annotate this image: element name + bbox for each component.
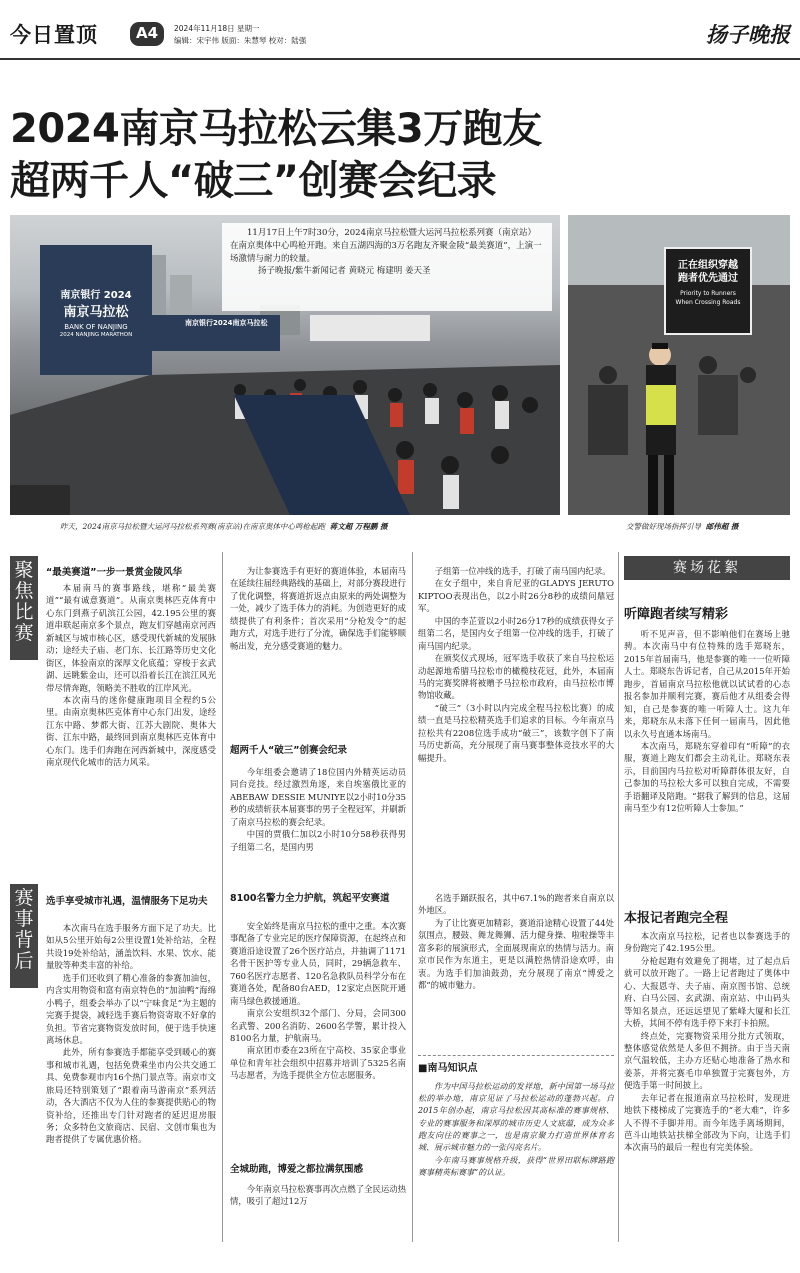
article-col3a [418,565,614,885]
newspaper-logo: 扬子晚报 [706,22,790,47]
column-rule [412,552,413,1242]
banner-line: 南京银行 2024 [60,290,132,301]
start-arch-text: 南京银行2024南京马拉松 [185,319,268,327]
subhead: 全城助跑，博爱之都拉满氛围感 [230,1164,364,1175]
traffic-police-photo [568,215,790,515]
paragraph: “破三”（3小时以内完成全程马拉松比赛）的成绩一直是马拉松精英选手们追求的目标。今年南京马拉松共有2208位选手成功“破三”，该数字创下了南马历史新高，充分展现了南马赛事整体竞技水平的大幅提升。 [418,702,614,763]
editors-line: 编辑：宋宇伟 版面：朱慧琴 校对：陆强 [174,36,307,45]
paragraph: 听不见声音，但不影响他们在赛场上驰骋。本次南马中有位特殊的选手郑晓东，2015年首届南马，他是参赛的唯一一位听障人士。郑晓东告诉记者，自己从2015年开始跑步，首届南京马拉松他就以试试看的心态报名参加并顺利完赛，赛后他才从组委会得知，自己是参赛的唯一听障人士。这九年来，郑晓东从未落下任何一届南马，因此他以永久号直通本场南马。 [624,629,790,739]
knowledge-text [418,1081,614,1180]
section-tab-focus: 聚焦比赛 [10,556,38,660]
headline-line2: 超两千人“破三”创赛会纪录 [10,158,497,204]
column-rule [222,552,223,1242]
paragraph: 今年南马赛事规格升级，获得“世界田联标牌路跑赛事精英标赛事”的认证。 [418,1155,614,1178]
banner-line: 2024 NANJING MARATHON [59,332,133,339]
caption-credit: 邮伟超 摄 [705,522,739,531]
caption-text: 交警做好现场指挥引导 [626,522,701,531]
paragraph: 今年组委会邀请了18位国内外精英运动员同台竞技。经过激烈角逐，来自埃塞俄比亚的ABEBAW DESSIE MUNIYE以2小时10分35秒的成绩斩获本届赛事的男子全程冠军，并刷新了南京马拉松的赛会纪录。 [230,767,406,827]
paragraph: 此外，所有参赛选手都能享受到暖心的赛事和城市礼遇，包括免费乘坐市内公共交通工具、免费参观市内16个热门景点等。南京市文旅局还特别策划了“跟着南马游南京”系列活动，各大酒店不仅为人住的参赛提供贴心的物资补给，还推出专门针对跑者的延迟退房服务；众多特色文旅商店、民宿、文创市集也为跑者提供了专属优惠价格。 [46,1047,216,1145]
article-col2c [230,920,406,1160]
caption-text: 昨天，2024南京马拉松暨大运河马拉松系列赛(南京站)在南京奥体中心鸣枪起跑 [60,522,325,531]
side-article-title: 听障跑者续写精彩 [624,607,729,622]
sign-line: When Crossing Roads [675,298,741,306]
side-article-2 [624,930,790,1245]
page-number: A4 [130,22,164,46]
article-col2d [230,1183,406,1243]
paragraph: 分枪起跑有效避免了拥堵，过了起点后就可以放开跑了。一路上记者跑过了奥体中心、大报恩寺、夫子庙、南京图书馆、总统府、白马公园、玄武湖、南京站、中山码头等知名景点，还远远望见了紫峰大厦和长江大桥，其间不停有选手停下来打卡拍照。 [624,955,790,1029]
side-article-1 [624,628,790,898]
paragraph: 作为中国马拉松运动的发祥地，新中国第一场马拉松的举办地，南京见证了马拉松运动的蓬勃兴起。自2015年创办起，南京马拉松因其高标准的赛事规格、专业的赛事服务和深厚的城市历史人文底蕴，成为众多跑友向往的赛事之一，也是南京聚力打造世界体育名城、展示城市魅力的一张闪亮名片。 [418,1081,614,1153]
lead-box [222,223,552,311]
subhead: 超两千人“破三”创赛会纪录 [230,745,347,756]
section-tab-side: 赛场花絮 [624,556,790,580]
paragraph: 本次南马的迷你健康跑项目全程约5公里。由南京奥林匹克体育中心东门出发，途经江东中路、梦都大街、江苏大剧院、奥体大街、江东中路，最终回到南京奥林匹克体育中心东门。选手们奔跑在河西新城中，深度感受南京现代化城市的活力风采。 [46,694,216,768]
column-rule [618,552,619,1242]
paragraph: 终点处，完赛物资采用分批方式领取，整体感觉依然是人多但不拥挤。由于当天南京气温较低，主办方还贴心地准备了热水和姜茶，并将完赛毛巾单独置于完赛包外，方便选手第一时间披上。 [624,1030,790,1091]
banner-line: BANK OF NANJING [64,323,128,332]
paragraph: 去年记者在报道南京马拉松时，发现进地铁下楼梯成了完赛选手的“老大难”，许多人不得不手脚并用。而今年选手离场期间，芭斗山地铁站扶梯全部改为下向，让选手们本次南马的最后一程也有完美体验。 [624,1092,790,1153]
photo2-caption [626,522,738,533]
paragraph: 在女子组中，来自肯尼亚的GLADYS JERUTO KIPTOO表现出色，以2小时26分8秒的成绩问鼎冠军。 [418,578,614,614]
article-col2a [230,565,406,745]
article-col1b [46,922,216,1242]
section-kicker: 今日置顶 [10,23,98,47]
caption-credit: 蒋文超 万程鹏 摄 [329,522,388,531]
lead-byline: 扬子晚报/紫牛新闻记者 黄晓元 梅建明 姜天圣 [258,266,431,277]
paragraph: 本次南马在选手服务方面下足了功夫。比如从5公里开始每2公里设置1处补给站，全程共设19处补给站，涵盖饮料、水果、饮水、能量胶等种类丰富的补给。 [46,923,216,971]
sign-line: 跑者优先通过 [678,273,738,284]
paragraph: 安全始终是南京马拉松的重中之重。本次赛事配备了专业完足的医疗保障资源，在起终点和赛道沿途设置了26个医疗站点，并抽调了1171名骨干医护等专业人员，同时，29辆急救车、760名医疗志愿者、120名急救队员科学分布在赛道各处，配备80台AED，12家定点医院开通南马绿色救援通道。 [230,921,406,1006]
side-article-title: 本报记者跑完全程 [624,911,729,926]
paragraph: 名选手踊跃报名，其中67.1%的跑者来自南京以外地区。 [418,893,614,916]
date-line: 2024年11月18日 星期一 [174,24,260,33]
paragraph: 中国的贾俄仁加以2小时10分58秒获得男子组第二名，是国内男 [230,829,406,852]
page-header [0,0,800,60]
lead-paragraph: 11月17日上午7时30分，2024南京马拉松暨大运河马拉松系列赛（南京站）在南京奥体中心鸣枪开跑。来自五湖四海的3万名跑友齐聚金陵“最美赛道”，上演一场激情与耐力的较量。 [230,228,542,264]
sign-line: 正在组织穿越 [678,260,738,271]
paragraph: 选手们还收到了精心准备的参赛加油包，内含实用物资和富有南京特色的“加油鸭”海绵小鸭子，组委会举办了以“宁味食足”为主题的完赛手提袋，减轻选手赛后物资寄取不好拿的负担。节省完赛物资发放时间，便于选手快速离场休息。 [46,972,216,1045]
headline-line1: 2024南京马拉松云集3万跑友 [10,106,542,152]
traffic-sign [664,247,752,335]
paragraph: 为了让比赛更加精彩，赛道沿途精心设置了44处氛围点，腰鼓、舞龙舞狮、活力健身操、啦啦操等丰富多彩的展演形式，全面展现南京的热情与活力。南京市民作为东道主，更是以满腔热情沿途欢呼，由衷。为选手们加油鼓劲，充分展现了南京“博爱之都”的城市魅力。 [418,917,614,991]
paragraph: 今年南京马拉松赛事再次点燃了全民运动热情，吸引了超过12万 [230,1184,406,1207]
paragraph: 本次南马，郑晓东穿着印有“听障”的衣服，赛道上跑友们都会主动礼让。郑晓东表示，目前国内马拉松对听障群体很友好，自己参加的马拉松大多可以独自完成，不需要手语翻译及陪跑。“据我了解到的信息，这届南马至少有12位听障人士参加。” [624,740,790,814]
article-col1a [46,582,216,878]
paragraph: 在颁奖仪式现场，冠军选手收获了来自马拉松运动起源地希腊马拉松市的橄榄枝花冠，此外，本届南马的完赛奖牌将被赠予马拉松市政府，由马拉松市博物馆收藏。 [418,653,614,701]
paragraph: 子组第一位冲线的选手，打破了南马国内纪录。 [434,566,611,576]
paragraph: 南京团市委在23所在宁高校、35家企事业单位和青年社会组织中招募并培训了5325名南马志愿者，为选手提供全方位志愿服务。 [230,1045,406,1081]
subhead: 8100名警力全力护航，筑起平安赛道 [230,893,390,904]
sponsor-banner [40,245,152,375]
photo1-caption [60,522,387,533]
paragraph: 为让参赛选手有更好的赛道体验，本届南马在延续往届经典路线的基础上，对部分赛段进行了优化调整，将赛道折返点由原来的两处调整为一处，减少了选手体力的消耗。为创造更好的成绩提供了有利条件；首次采用“分枪发令”的起跑方式，对选手进行了分流，确保选手们能够顺畅出发，充分感受赛道的魅力。 [230,566,406,651]
article-col2b [230,766,406,886]
paragraph: 中国的李芷萱以2小时26分17秒的成绩获得女子组第二名，是国内女子组第一位冲线的选手，打破了南马国内纪录。 [418,615,614,651]
banner-line: 南京马拉松 [63,304,129,320]
sign-line: Priority to Runners [680,290,736,297]
article-col3b [418,892,614,1052]
knowledge-title: ■南马知识点 [418,1063,478,1074]
subhead: 选手享受城市礼遇，温情服务下足功夫 [46,896,208,907]
paragraph: 本次南京马拉松，记者也以参赛选手的身份跑完了42.195公里。 [624,931,790,954]
start-line-photo [10,215,560,515]
subhead: “最美赛道”一步一景赏金陵风华 [46,567,182,578]
knowledge-box [418,1055,614,1235]
section-tab-behind: 赛事背后 [10,884,38,988]
paragraph: 本届南马的赛事路线，堪称“最美赛道”“最有诚意赛道”。从南京奥林匹克体育中心东门到燕子矶滨江公园，42.195公里的赛道串联起南京多个景点，跑友们穿越南京河西新城区与城市核心区，感受现代新城的发展脉动；途经夫子庙、老门东、长江路等历史文化街区，体验南京的深厚文化底蕴；穿梭于玄武湖、远眺紫金山，还可以沿着长江在滨江风光带尽情奔跑，领略美不胜收的江岸风光。 [46,583,216,693]
paragraph: 南京公安组织32个部门、分局，会同300名武警、200名消防、2600名学警，累计投入8100名力量，护航南马。 [230,1008,406,1043]
